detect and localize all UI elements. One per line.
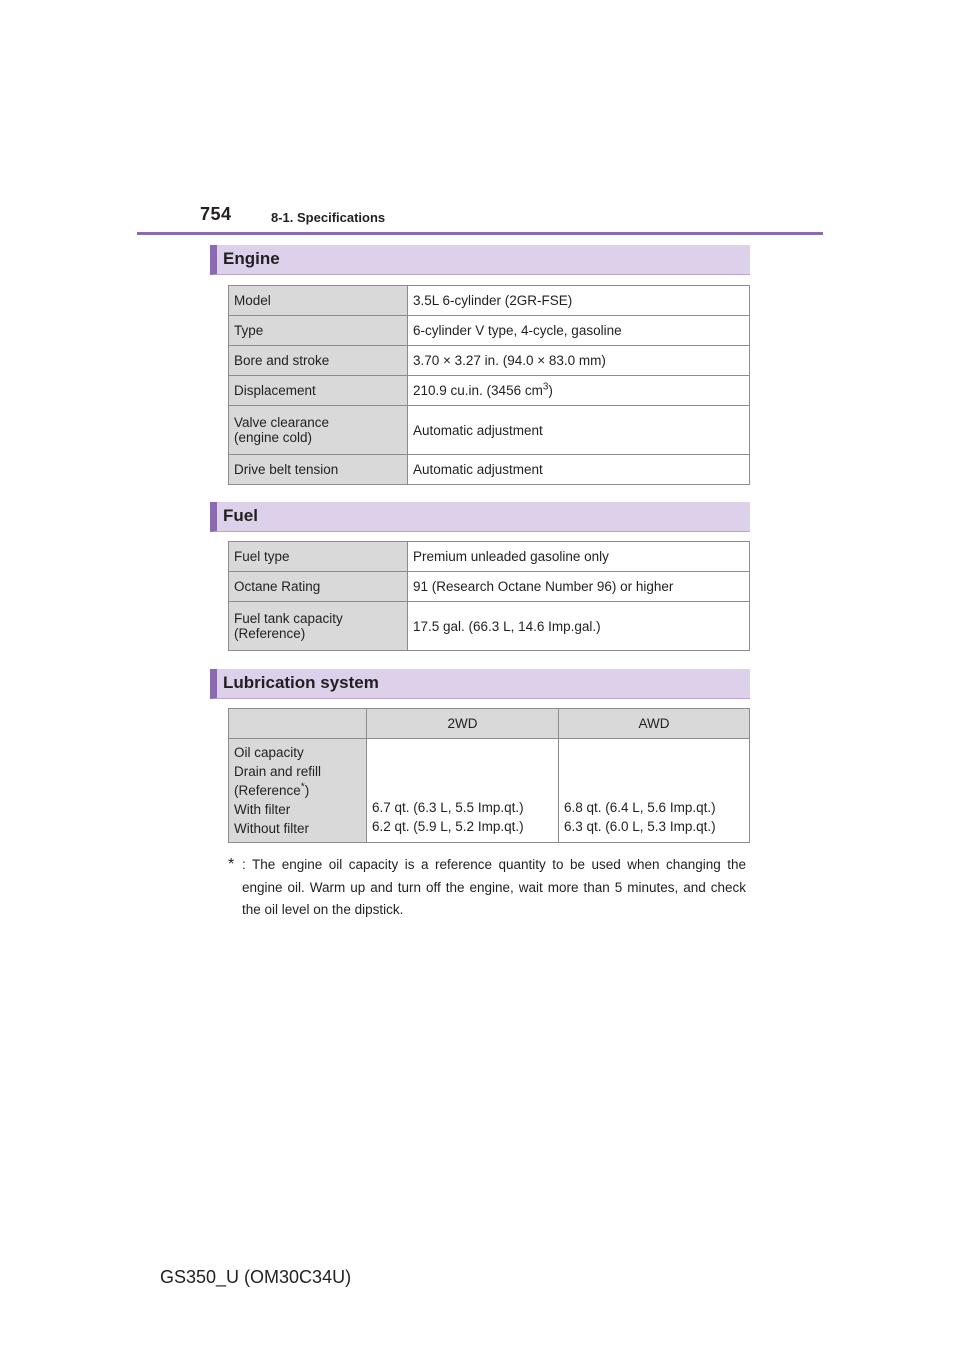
spec-value: 6-cylinder V type, 4-cycle, gasoline <box>408 316 750 346</box>
lubrication-section-heading <box>210 669 750 699</box>
table-row <box>229 572 750 602</box>
engine-spec-table <box>228 285 750 485</box>
table-row <box>229 406 750 455</box>
oil-capacity-2wd <box>367 739 559 843</box>
label-line: (engine cold) <box>234 430 313 445</box>
spec-label: Bore and stroke <box>229 346 408 376</box>
footnote <box>228 854 746 922</box>
spec-label: Drive belt tension <box>229 455 408 485</box>
label-line: Valve clearance <box>234 415 330 430</box>
header-rule <box>137 232 823 235</box>
table-row <box>229 376 750 406</box>
label-line: Drain and refill <box>234 764 322 779</box>
footnote-text: : The engine oil capacity is a reference quantity to be used when changing the engine oil. Warm up and turn off the engine, wait more than 5 minutes, and check the oil level on the dipstick. <box>242 857 746 917</box>
spec-value: 3.5L 6-cylinder (2GR-FSE) <box>408 286 750 316</box>
label-line: Fuel tank capacity <box>234 611 343 626</box>
lubrication-heading-text: Lubrication system <box>223 673 379 692</box>
fuel-section-heading <box>210 502 750 532</box>
lubrication-table <box>228 708 750 843</box>
displacement-end: ) <box>548 383 553 398</box>
column-header-awd: AWD <box>559 709 750 739</box>
page-number: 754 <box>200 204 232 224</box>
superscript: 3 <box>542 381 549 393</box>
table-header-row <box>229 709 750 739</box>
spec-value <box>408 376 750 406</box>
engine-section-heading <box>210 245 750 275</box>
section-breadcrumb: 8-1. Specifications <box>271 210 386 225</box>
spec-label: Model <box>229 286 408 316</box>
table-row <box>229 316 750 346</box>
page-header <box>137 202 823 236</box>
with-filter-value: 6.7 qt. (6.3 L, 5.5 Imp.qt.) <box>372 800 524 815</box>
spec-label: Displacement <box>229 376 408 406</box>
label-line: (Reference) <box>234 626 306 641</box>
label-line: (Reference <box>234 783 301 798</box>
spec-label <box>229 406 408 455</box>
label-line: Without filter <box>234 821 310 836</box>
spec-value: 91 (Research Octane Number 96) or higher <box>408 572 750 602</box>
engine-heading-text: Engine <box>223 249 280 268</box>
table-row <box>229 346 750 376</box>
without-filter-value: 6.3 qt. (6.0 L, 5.3 Imp.qt.) <box>564 819 716 834</box>
column-header-2wd: 2WD <box>367 709 559 739</box>
spec-value: 3.70 × 3.27 in. (94.0 × 83.0 mm) <box>408 346 750 376</box>
label-line: ) <box>304 783 310 798</box>
label-line: Oil capacity <box>234 745 304 760</box>
spec-label <box>229 602 408 651</box>
label-line: With filter <box>234 802 291 817</box>
spec-value: Automatic adjustment <box>408 406 750 455</box>
displacement-main: 210.9 cu.in. (3456 cm <box>413 383 543 398</box>
fuel-heading-text: Fuel <box>223 506 258 525</box>
table-row <box>229 739 750 843</box>
footnote-mark: * <box>228 856 235 873</box>
asterisk: * <box>300 781 305 793</box>
table-row <box>229 542 750 572</box>
spec-value: Automatic adjustment <box>408 455 750 485</box>
table-row <box>229 455 750 485</box>
spec-value: 17.5 gal. (66.3 L, 14.6 Imp.gal.) <box>408 602 750 651</box>
spec-label: Type <box>229 316 408 346</box>
oil-capacity-label <box>229 739 367 843</box>
fuel-spec-table <box>228 541 750 651</box>
table-row <box>229 602 750 651</box>
with-filter-value: 6.8 qt. (6.4 L, 5.6 Imp.qt.) <box>564 800 716 815</box>
spec-label: Fuel type <box>229 542 408 572</box>
table-row <box>229 286 750 316</box>
spec-label: Octane Rating <box>229 572 408 602</box>
column-header <box>229 709 367 739</box>
document-id: GS350_U (OM30C34U) <box>160 1267 352 1287</box>
without-filter-value: 6.2 qt. (5.9 L, 5.2 Imp.qt.) <box>372 819 524 834</box>
oil-capacity-awd <box>559 739 750 843</box>
spec-value: Premium unleaded gasoline only <box>408 542 750 572</box>
